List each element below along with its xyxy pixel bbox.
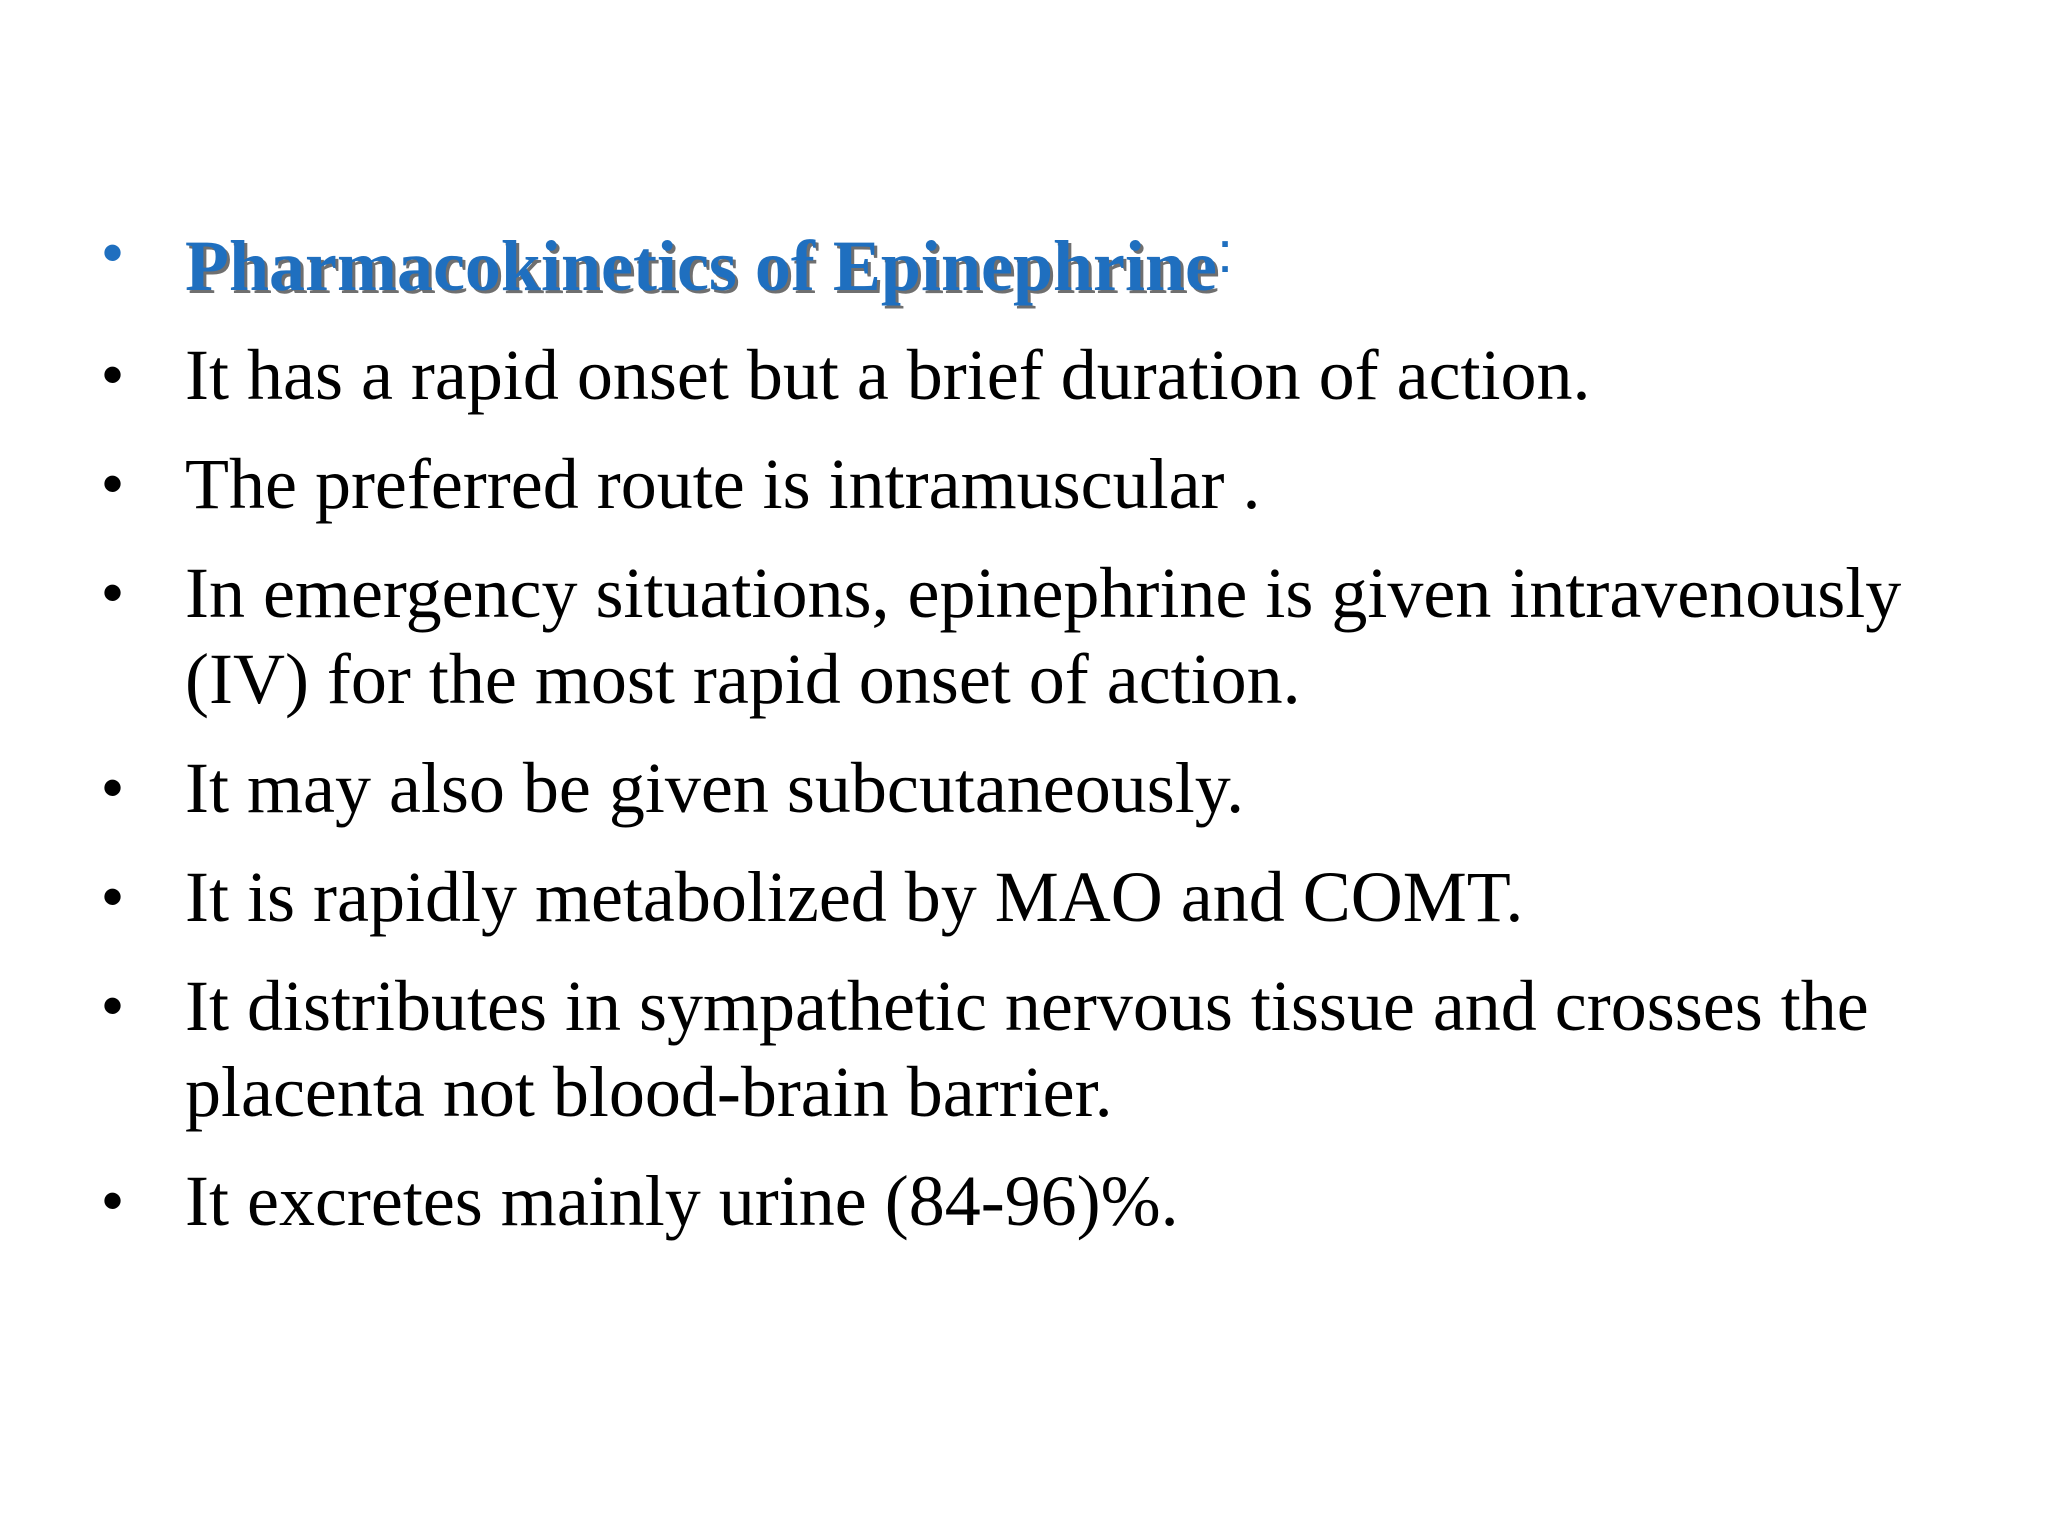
bullet-icon: • bbox=[102, 1167, 124, 1234]
bullet-text: It is rapidly metabolized by MAO and COMT. bbox=[185, 857, 1524, 937]
bullet-icon: • bbox=[102, 863, 124, 930]
heading-colon: : bbox=[1217, 220, 1234, 285]
list-item bbox=[102, 332, 1962, 418]
bullet-text: It distributes in sympathetic nervous tissue and crosses the placenta not blood-brain barrier. bbox=[185, 966, 1869, 1132]
bullet-icon: • bbox=[102, 559, 124, 626]
bullet-icon: • bbox=[102, 972, 124, 1039]
bullet-text: It has a rapid onset but a brief duration of action. bbox=[185, 335, 1591, 415]
list-item bbox=[102, 963, 1962, 1135]
bullet-text: The preferred route is intramuscular . bbox=[185, 444, 1261, 524]
list-item bbox=[102, 1158, 1962, 1244]
bullet-icon: • bbox=[102, 341, 124, 408]
bullet-icon: • bbox=[102, 754, 124, 821]
bullet-list bbox=[102, 210, 1962, 1267]
list-item bbox=[102, 550, 1962, 722]
heading-bullet bbox=[102, 210, 1962, 309]
bullet-icon: • bbox=[102, 450, 124, 517]
list-item bbox=[102, 745, 1962, 831]
list-item bbox=[102, 441, 1962, 527]
bullet-icon: • bbox=[102, 219, 124, 286]
list-item bbox=[102, 854, 1962, 940]
bullet-text: In emergency situations, epinephrine is given intravenously (IV) for the most rapid onset of action. bbox=[185, 553, 1902, 719]
slide-heading: Pharmacokinetics of Epinephrine bbox=[185, 226, 1218, 306]
bullet-text: It may also be given subcutaneously. bbox=[185, 748, 1245, 828]
bullet-text: It excretes mainly urine (84-96)%. bbox=[185, 1161, 1179, 1241]
